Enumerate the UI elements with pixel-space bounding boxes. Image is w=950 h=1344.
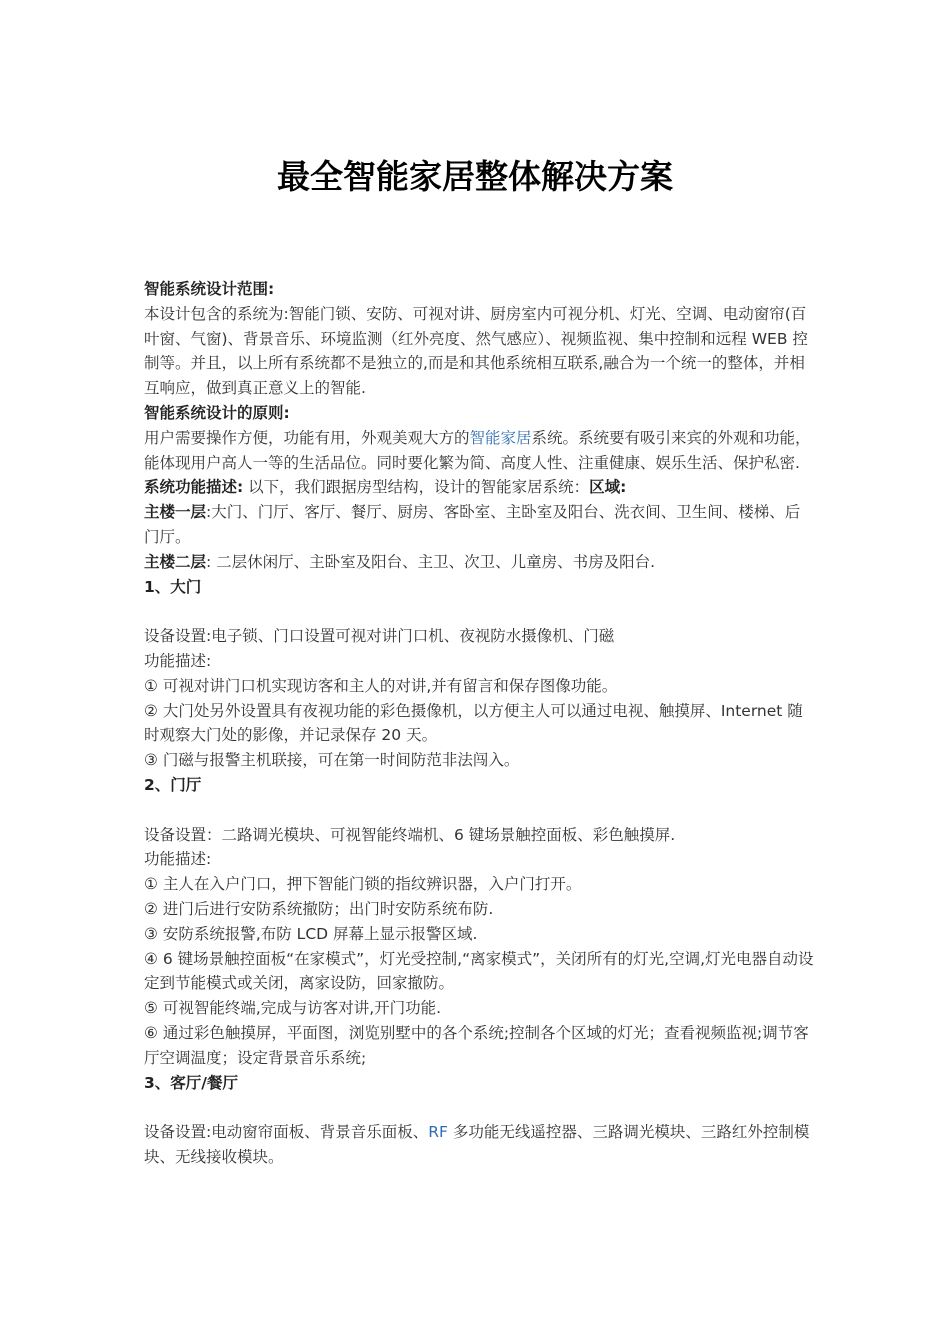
scope-text: 本设计包含的系统为:智能门锁、安防、可视对讲、厨房室内可视分机、灯光、空调、电动窗帘(百叶窗、气窗)、背景音乐、环境监测（红外亮度、然气感应）、视频监视、集中控制和远程 WEB 控制等。并且，以上所有系统都不是独立的,而是和其他系统相互联系,融合为一个统一的整体，并相互响应，做到真正意义上的智能. — [144, 304, 808, 398]
section2-item: ① 主人在入户门口，押下智能门锁的指纹辨识器，入户门打开。 — [144, 875, 582, 894]
section2-equipment: 设备设置：二路调光模块、可视智能终端机、6 键场景触控面板、彩色触摸屏. — [144, 825, 676, 844]
section1-func-label: 功能描述: — [144, 651, 212, 670]
section1-item: ③ 门磁与报警主机联接，可在第一时间防范非法闯入。 — [144, 751, 520, 770]
section2-item: ⑥ 通过彩色触摸屏，平面图，浏览别墅中的各个系统;控制各个区域的灯光；查看视频监视;调节客厅空调温度；设定背景音乐系统; — [144, 1023, 809, 1067]
principle-paragraph — [144, 426, 814, 476]
rf-link[interactable]: RF — [428, 1123, 448, 1142]
description-paragraph — [144, 475, 814, 500]
section2-heading: 2、门厅 — [144, 775, 202, 794]
document-title: 最全智能家居整体解决方案 — [277, 157, 673, 196]
scope-heading: 智能系统设计范围: — [144, 280, 275, 298]
description-text: 以下，我们跟据房型结构，设计的智能家居系统： — [243, 478, 590, 497]
section2-item: ③ 安防系统报警,布防 LCD 屏幕上显示报警区域. — [144, 924, 478, 943]
principle-text-after: 系统。系统要有吸引来宾的外观和功能，能体现用户高人一等的生活品位。同时要化繁为简、高度人性、注重健康、娱乐生活、保护私密. — [144, 428, 811, 472]
area-label: 区域: — [589, 478, 627, 497]
floor1-text: :大门、门厅、客厅、餐厅、厨房、客卧室、主卧室及阳台、洗衣间、卫生间、楼梯、后门厅。 — [144, 503, 801, 546]
section1-item: ② 大门处另外设置具有夜视功能的彩色摄像机，以方便主人可以通过电视、触摸屏、Internet 随时观察大门处的影像，并记录保存 20 天。 — [144, 701, 803, 745]
spacer — [144, 1095, 814, 1120]
section1-equipment: 设备设置:电子锁、门口设置可视对讲门口机、夜视防水摄像机、门磁 — [144, 627, 615, 646]
section3-equipment-after: 多功能无线遥控器、三路调光模块、三路红外控制模块、无线接收模块。 — [144, 1123, 810, 1166]
section1-heading: 1、大门 — [144, 577, 202, 596]
principle-heading: 智能系统设计的原则: — [144, 403, 290, 422]
principle-text-before: 用户需要操作方便，功能有用，外观美观大方的 — [144, 428, 470, 447]
section3-equipment-before: 设备设置:电动窗帘面板、背景音乐面板、 — [144, 1123, 429, 1142]
section3-equipment — [144, 1120, 814, 1170]
description-heading: 系统功能描述: — [144, 478, 244, 497]
section2-item: ② 进门后进行安防系统撤防；出门时安防系统布防. — [144, 899, 494, 918]
section2-item: ④ 6 键场景触控面板“在家模式”，灯光受控制,“离家模式”，关闭所有的灯光,空调,灯光电器自动设定到节能模式或关闭，离家设防，回家撤防。 — [144, 949, 814, 993]
floor2-paragraph — [144, 550, 814, 575]
section3-heading: 3、客厅/餐厅 — [144, 1073, 238, 1092]
spacer — [144, 798, 814, 823]
section1-item: ① 可视对讲门口机实现访客和主人的对讲,并有留言和保存图像功能。 — [144, 676, 618, 695]
floor2-text: : 二层休闲厅、主卧室及阳台、主卫、次卫、儿童房、书房及阳台. — [206, 552, 656, 571]
spacer — [144, 599, 814, 624]
section2-func-label: 功能描述: — [144, 850, 212, 869]
smart-home-link[interactable]: 智能家居 — [469, 428, 532, 447]
floor2-label: 主楼二层 — [144, 552, 207, 571]
floor1-paragraph — [144, 500, 814, 550]
section2-item: ⑤ 可视智能终端,完成与访客对讲,开门功能. — [144, 999, 442, 1018]
document-body — [144, 277, 814, 1170]
floor1-label: 主楼一层 — [144, 503, 207, 522]
